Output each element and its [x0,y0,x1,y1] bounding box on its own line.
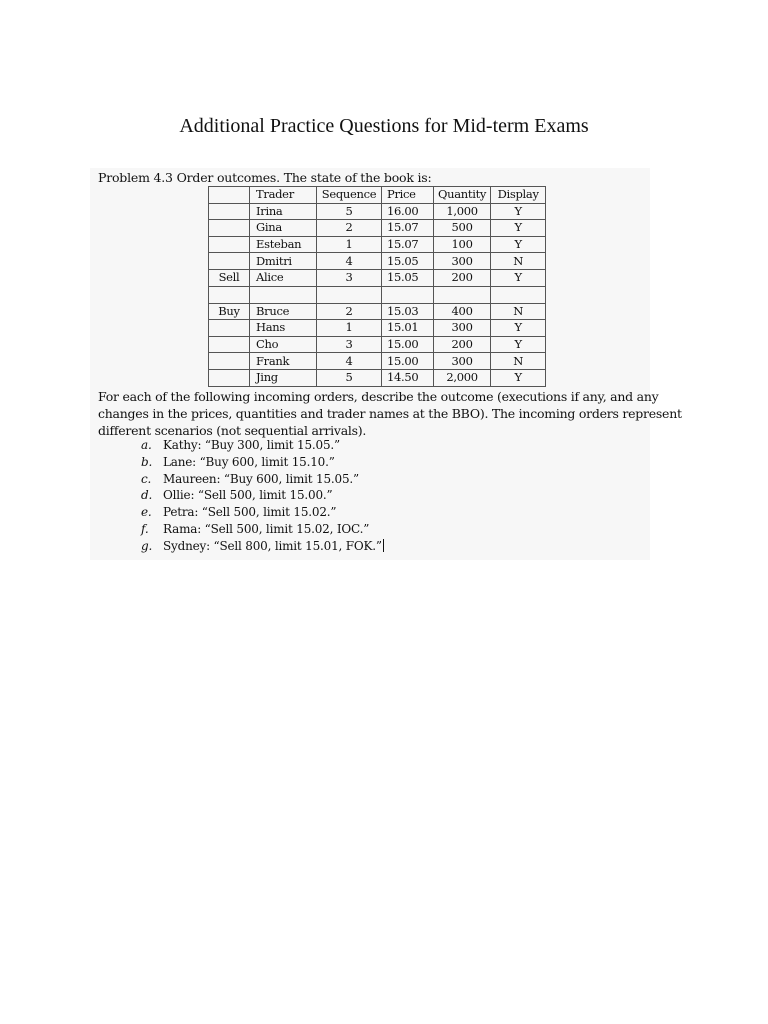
display-cell: N [491,303,546,320]
list-item [141,538,384,555]
sequence-cell: 5 [317,369,382,386]
problem-heading: Problem 4.3 Order outcomes. The state of the book is: [98,170,432,185]
quantity-cell: 300 [434,320,491,337]
column-header-trader: Trader [250,187,317,204]
empty-cell [434,286,491,303]
price-cell: 14.50 [382,369,434,386]
side-cell [209,236,250,253]
order-text: Sydney: “Sell 800, limit 15.01, FOK.” [163,538,382,553]
order-letter: e. [141,505,152,520]
list-item [141,471,384,488]
side-label-sell: Sell [209,269,250,286]
price-cell: 15.00 [382,336,434,353]
order-text: Ollie: “Sell 500, limit 15.00.” [163,488,333,503]
order-text: Kathy: “Buy 300, limit 15.05.” [163,438,340,452]
display-cell: Y [491,203,546,220]
table-row [209,236,546,253]
price-cell: 15.01 [382,320,434,337]
sequence-cell: 4 [317,353,382,370]
quantity-cell: 200 [434,336,491,353]
display-cell: N [491,253,546,270]
sequence-cell: 1 [317,236,382,253]
order-text: Maureen: “Buy 600, limit 15.05.” [163,471,359,486]
instructions-line: different scenarios (not sequential arrivals). [98,422,367,438]
instructions-paragraph [98,389,682,439]
price-cell: 15.07 [382,236,434,253]
quantity-cell: 300 [434,353,491,370]
table-header-row [209,187,546,204]
quantity-cell: 500 [434,220,491,237]
side-cell [209,220,250,237]
quantity-cell: 400 [434,303,491,320]
side-cell [209,369,250,386]
trader-cell: Hans [250,320,317,337]
empty-cell [209,286,250,303]
trader-cell: Frank [250,353,317,370]
display-cell: Y [491,369,546,386]
table-row [209,320,546,337]
instructions-line: For each of the following incoming orders, describe the outcome (executions if any, and any [98,389,659,404]
quantity-cell: 300 [434,253,491,270]
table-row [209,353,546,370]
column-header-display: Display [491,187,546,204]
side-cell [209,353,250,370]
order-letter: f. [141,521,149,536]
display-cell: Y [491,269,546,286]
side-cell [209,253,250,270]
trader-cell: Esteban [250,236,317,253]
column-header-price: Price [382,187,434,204]
table-row [209,303,546,320]
price-cell: 15.07 [382,220,434,237]
column-header-sequence: Sequence [317,187,382,204]
trader-cell: Gina [250,220,317,237]
price-cell: 16.00 [382,203,434,220]
empty-cell [491,286,546,303]
order-book-table [208,186,546,387]
list-item [141,487,384,504]
price-cell: 15.05 [382,253,434,270]
side-cell [209,320,250,337]
sequence-cell: 5 [317,203,382,220]
order-letter: g. [141,538,153,553]
price-cell: 15.03 [382,303,434,320]
empty-cell [382,286,434,303]
trader-cell: Dmitri [250,253,317,270]
trader-cell: Alice [250,269,317,286]
price-cell: 15.00 [382,353,434,370]
list-item [141,437,384,454]
table-separator-row [209,286,546,303]
sequence-cell: 3 [317,336,382,353]
side-header-cell [209,187,250,204]
display-cell: Y [491,236,546,253]
quantity-cell: 2,000 [434,369,491,386]
list-item [141,454,384,471]
sequence-cell: 1 [317,320,382,337]
trader-cell: Cho [250,336,317,353]
text-cursor [383,539,384,552]
table-row [209,269,546,286]
list-item [141,504,384,521]
display-cell: Y [491,220,546,237]
orders-list [141,437,384,555]
order-letter: d. [141,488,153,503]
sequence-cell: 3 [317,269,382,286]
sell-rows [209,203,546,286]
order-text: Petra: “Sell 500, limit 15.02.” [163,505,337,520]
order-letter: a. [141,438,152,452]
table-row [209,220,546,237]
quantity-cell: 200 [434,269,491,286]
order-letter: b. [141,454,153,469]
side-cell [209,203,250,220]
trader-cell: Jing [250,369,317,386]
instructions-line: changes in the prices, quantities and trader names at the BBO). The incoming orders represent [98,405,682,421]
empty-cell [317,286,382,303]
display-cell: N [491,353,546,370]
column-header-quantity: Quantity [434,187,491,204]
trader-cell: Bruce [250,303,317,320]
side-cell [209,336,250,353]
trader-cell: Irina [250,203,317,220]
table-row [209,253,546,270]
price-cell: 15.05 [382,269,434,286]
empty-cell [250,286,317,303]
quantity-cell: 1,000 [434,203,491,220]
sequence-cell: 2 [317,303,382,320]
side-label-buy: Buy [209,303,250,320]
order-text: Lane: “Buy 600, limit 15.10.” [163,454,335,469]
table-row [209,203,546,220]
page-title: Additional Practice Questions for Mid-term Exams [179,115,589,137]
list-item [141,521,384,538]
order-letter: c. [141,471,152,486]
order-text: Rama: “Sell 500, limit 15.02, IOC.” [163,521,370,536]
sequence-cell: 4 [317,253,382,270]
table-row [209,336,546,353]
display-cell: Y [491,336,546,353]
sequence-cell: 2 [317,220,382,237]
table-row [209,369,546,386]
display-cell: Y [491,320,546,337]
quantity-cell: 100 [434,236,491,253]
buy-rows [209,303,546,386]
